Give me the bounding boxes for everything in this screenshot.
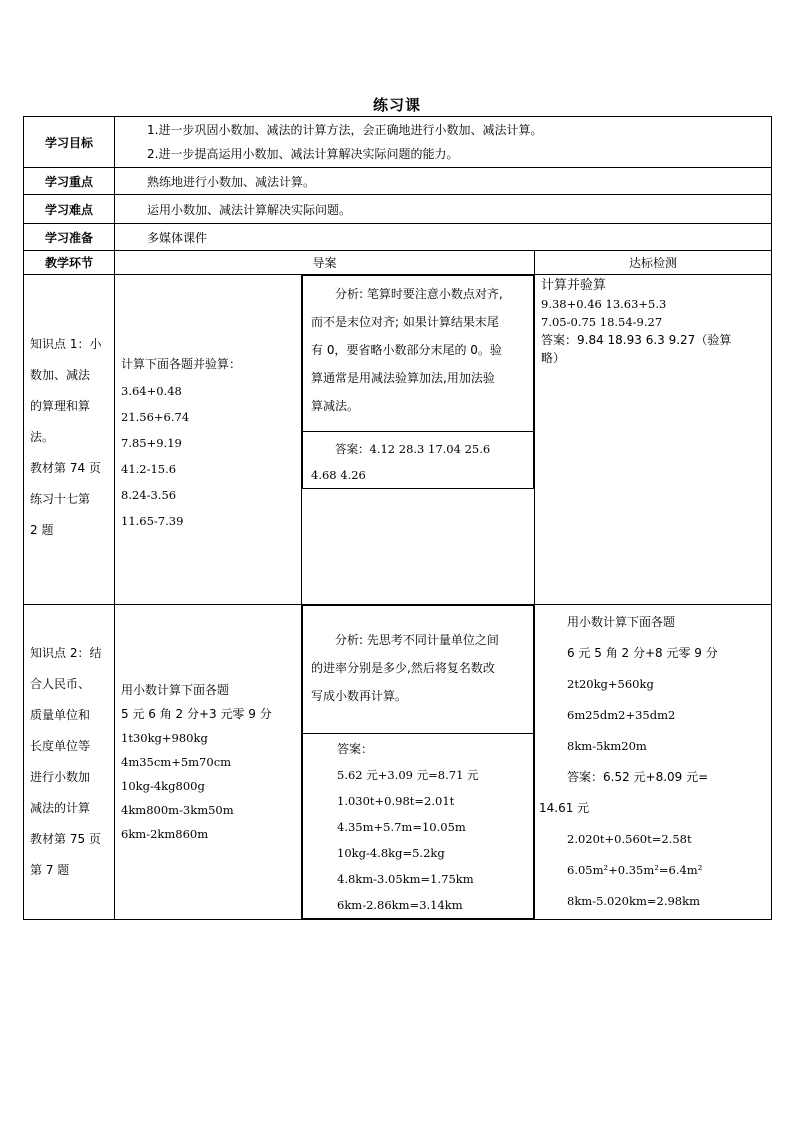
lesson-table <box>23 116 772 920</box>
header-guide: 导案 <box>115 251 535 275</box>
row-key-point <box>24 168 772 195</box>
row-section-2 <box>24 605 772 920</box>
knowledge-line: 减法的计算 <box>30 801 91 815</box>
goal-line: 1.进一步巩固小数加、减法的计算方法，会正确地进行小数加、减法计算。 <box>147 123 543 137</box>
guide-1-inner <box>302 275 534 489</box>
answer-line: 4.35m+5.7m=10.05m <box>337 820 466 834</box>
difficulty-label: 学习难点 <box>24 195 115 224</box>
answer-line: 10kg-4.8kg=5.2kg <box>337 846 445 860</box>
problems-prompt: 计算下面各题并验算： <box>121 356 242 371</box>
answer-line: 1.030t+0.98t=2.01t <box>337 794 455 808</box>
problem-item: 1t30kg+980kg <box>121 731 208 745</box>
preparation-text: 多媒体课件 <box>115 224 772 251</box>
problems-1 <box>115 275 302 605</box>
knowledge-line: 的算理和算 <box>30 399 91 413</box>
header-phase: 教学环节 <box>24 251 115 275</box>
answer-line: 4.68 4.26 <box>311 468 366 482</box>
knowledge-line: 第 7 题 <box>30 863 70 877</box>
problems-2 <box>115 605 302 920</box>
knowledge-point-1 <box>24 275 115 605</box>
check-line: 9.38+0.46 13.63+5.3 <box>541 297 667 311</box>
key-point-label: 学习重点 <box>24 168 115 195</box>
row-difficulty <box>24 195 772 224</box>
problem-item: 21.56+6.74 <box>121 409 190 424</box>
goals-content <box>115 117 772 168</box>
answer-2 <box>303 734 534 919</box>
knowledge-line: 知识点 2：结 <box>30 646 102 660</box>
analysis-line: 算通常是用减法验算加法,用加法验 <box>311 371 495 385</box>
knowledge-line: 练习十七第 <box>30 492 91 506</box>
check-answer-line: 14.61 元 <box>539 801 590 815</box>
header-check: 达标检测 <box>535 251 772 275</box>
problem-item: 7.85+9.19 <box>121 435 182 450</box>
knowledge-line: 教材第 74 页 <box>30 461 101 475</box>
check-line: 6 元 5 角 2 分+8 元零 9 分 <box>567 646 718 660</box>
knowledge-line: 法。 <box>30 430 55 444</box>
check-answer-line: 8km-5.020km=2.98km <box>567 894 700 908</box>
row-preparation <box>24 224 772 251</box>
analysis-line: 而不是末位对齐; 如果计算结果末尾 <box>311 315 499 329</box>
knowledge-point-2 <box>24 605 115 920</box>
knowledge-line: 数加、减法 <box>30 368 91 382</box>
check-line: 8km-5km20m <box>567 739 647 753</box>
check-1 <box>535 275 772 605</box>
answer-line: 答案：4.12 28.3 17.04 25.6 <box>335 442 491 456</box>
answer-line: 答案： <box>337 742 374 756</box>
problem-item: 3.64+0.48 <box>121 383 182 398</box>
row-section-1 <box>24 275 772 605</box>
page-title: 练习课 <box>372 96 421 114</box>
preparation-label: 学习准备 <box>24 224 115 251</box>
check-answer-line: 答案：6.52 元+8.09 元= <box>567 770 709 784</box>
problem-item: 10kg-4kg800g <box>121 779 205 793</box>
knowledge-line: 质量单位和 <box>30 708 91 722</box>
answer-line: 6km-2.86km=3.14km <box>337 898 463 912</box>
check-line: 用小数计算下面各题 <box>567 615 676 629</box>
problem-item: 6km-2km860m <box>121 827 209 841</box>
answer-1 <box>303 432 534 489</box>
knowledge-line: 2 题 <box>30 523 54 537</box>
analysis-line: 分析: 先思考不同计量单位之间 <box>335 633 499 647</box>
check-answer-line: 2.020t+0.560t=2.58t <box>567 832 692 846</box>
analysis-line: 的进率分别是多少,然后将复名数改 <box>311 661 495 675</box>
problem-item: 11.65-7.39 <box>121 513 184 528</box>
row-goals <box>24 117 772 168</box>
knowledge-line: 长度单位等 <box>30 739 91 753</box>
row-headers <box>24 251 772 275</box>
goal-line: 2.进一步提高运用小数加、减法计算解决实际问题的能力。 <box>147 147 459 161</box>
check-line: 2t20kg+560kg <box>567 677 654 691</box>
check-line: 计算并验算 <box>541 278 607 293</box>
check-2 <box>535 605 772 920</box>
knowledge-line: 教材第 75 页 <box>30 832 101 846</box>
guide-2-inner <box>302 605 534 919</box>
problem-item: 4km800m-3km50m <box>121 803 234 817</box>
knowledge-line: 进行小数加 <box>30 770 91 784</box>
analysis-line: 有 0，要省略小数部分末尾的 0。验 <box>311 343 502 357</box>
check-answer-line: 6.05m²+0.35m²=6.4m² <box>567 863 703 877</box>
answer-line: 4.8km-3.05km=1.75km <box>337 872 474 886</box>
analysis-2 <box>303 606 534 734</box>
problem-item: 4m35cm+5m70cm <box>121 755 232 769</box>
knowledge-line: 知识点 1：小 <box>30 337 102 351</box>
check-line: 略） <box>541 351 566 365</box>
problem-item: 5 元 6 角 2 分+3 元零 9 分 <box>121 707 272 721</box>
analysis-line: 分析: 笔算时要注意小数点对齐, <box>335 287 503 301</box>
guide-1 <box>302 275 535 605</box>
problem-item: 8.24-3.56 <box>121 487 177 502</box>
analysis-1 <box>303 276 534 432</box>
guide-2 <box>302 605 535 920</box>
check-line: 7.05-0.75 18.54-9.27 <box>541 315 663 329</box>
check-line: 答案：9.84 18.93 6.3 9.27（验算 <box>541 333 732 347</box>
problems-prompt: 用小数计算下面各题 <box>121 683 230 697</box>
key-point-text: 熟练地进行小数加、减法计算。 <box>115 168 772 195</box>
check-line: 6m25dm2+35dm2 <box>567 708 676 722</box>
knowledge-line: 合人民币、 <box>30 677 91 691</box>
analysis-line: 算减法。 <box>311 399 360 413</box>
goals-label: 学习目标 <box>24 117 115 168</box>
problem-item: 41.2-15.6 <box>121 461 177 476</box>
answer-line: 5.62 元+3.09 元=8.71 元 <box>337 768 479 782</box>
difficulty-text: 运用小数加、减法计算解决实际问题。 <box>115 195 772 224</box>
analysis-line: 写成小数再计算。 <box>311 689 408 703</box>
